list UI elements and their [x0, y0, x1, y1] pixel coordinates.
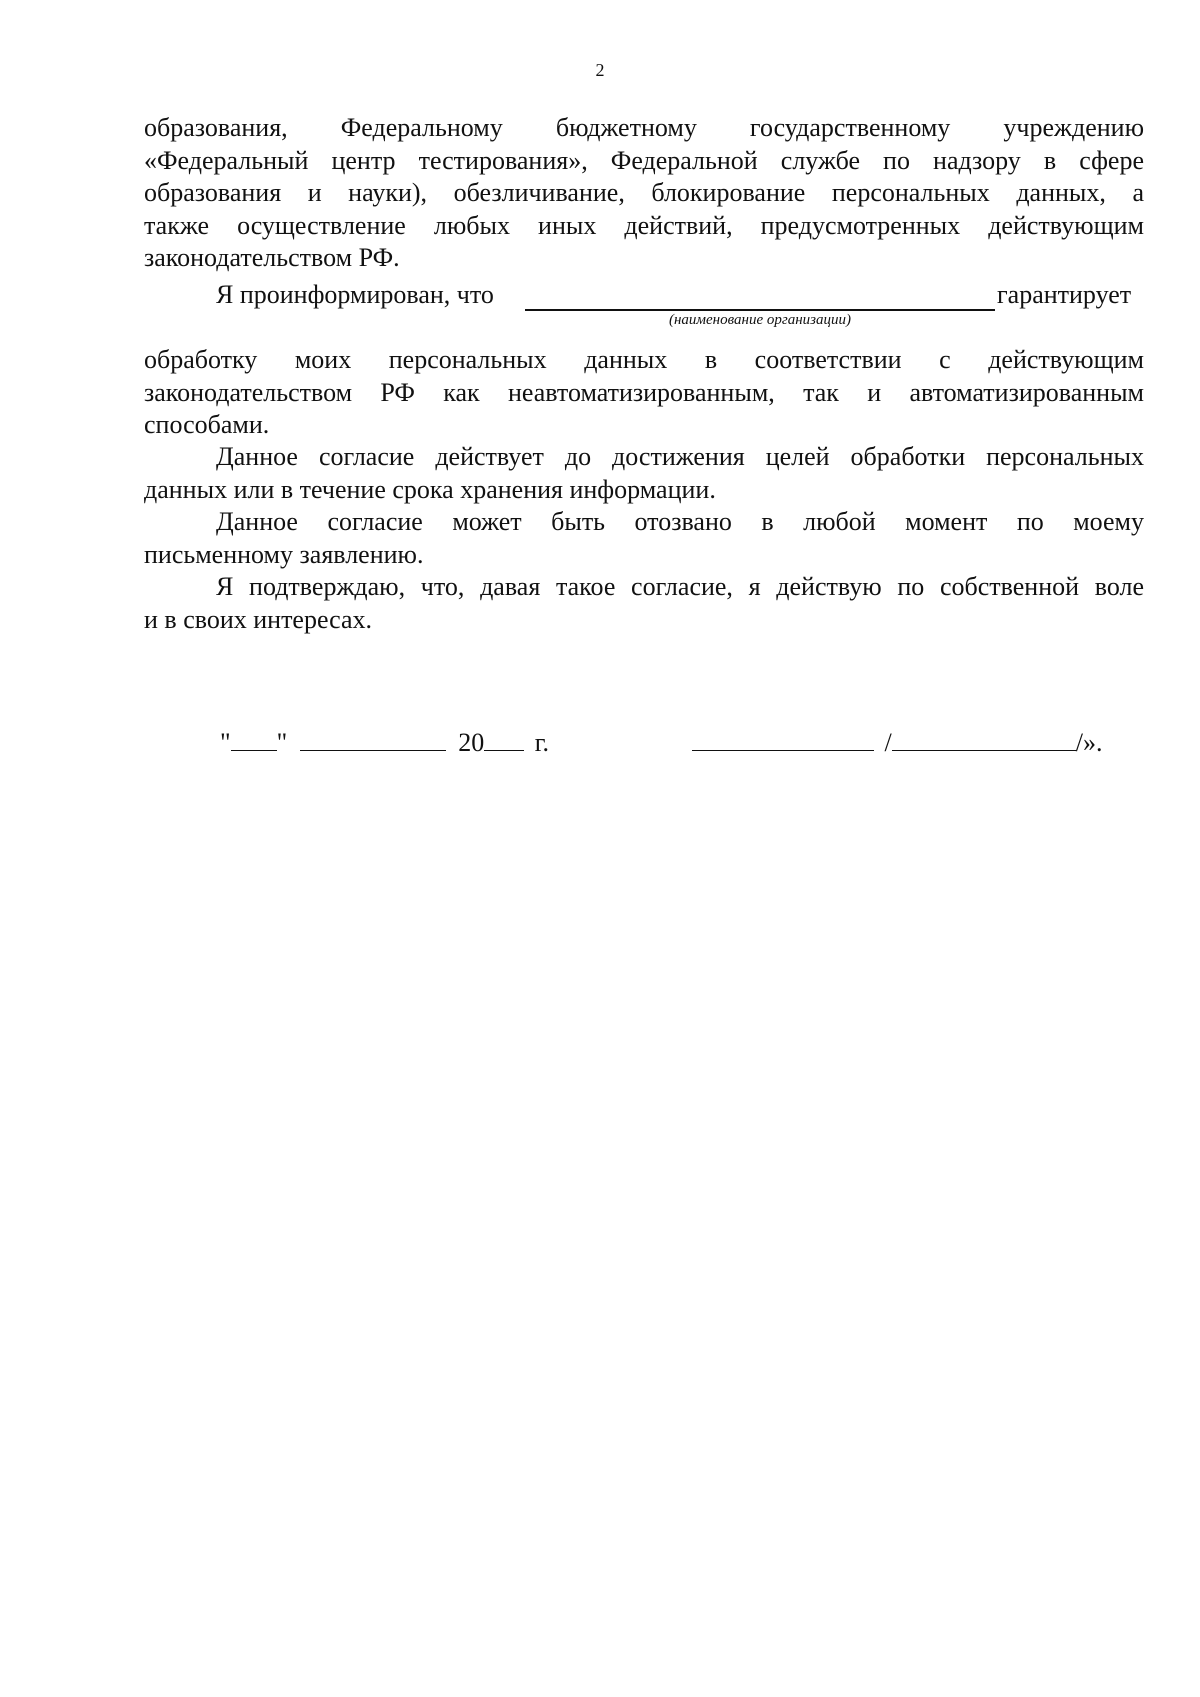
month-field[interactable]	[300, 724, 446, 751]
informed-line	[144, 279, 1144, 311]
paragraph-line: «Федеральный центр тестирования», Федеральной службе по надзору в сфере	[144, 145, 1144, 175]
date-close-quote: "	[276, 728, 288, 757]
organization-caption: (наименование организации)	[668, 312, 851, 328]
paragraph-line: законодательством РФ как неавтоматизированным, так и автоматизированным	[144, 377, 1144, 407]
paragraph-line: также осуществление любых иных действий, предусмотренных действующим	[144, 210, 1144, 240]
signature-name-field[interactable]	[892, 724, 1076, 751]
paragraph-line: данных или в течение срока хранения информации.	[144, 474, 716, 504]
paragraph-validity	[144, 441, 1144, 506]
year-field[interactable]	[484, 724, 524, 751]
paragraph-line: Я подтверждаю, что, давая такое согласие, я действую по собственной воле	[216, 572, 1144, 601]
paragraph-line: образования, Федеральному бюджетному государственному учреждению	[144, 113, 1144, 142]
paragraph-line: обработку моих персональных данных в соответствии с действующим	[144, 345, 1144, 374]
paragraph-line: Данное согласие может быть отозвано в любой момент по моему	[216, 507, 1144, 536]
paragraph-confirmation	[144, 571, 1144, 636]
signature-line	[692, 724, 1102, 760]
signature-ending: /».	[1075, 728, 1103, 757]
paragraph-line: и в своих интересах.	[144, 604, 373, 634]
day-field[interactable]	[231, 724, 277, 751]
paragraph-line: законодательством РФ.	[144, 243, 400, 272]
paragraph-line: образования и науки), обезличивание, блокирование персональных данных, а	[144, 178, 1144, 207]
paragraph-line: письменному заявлению.	[144, 539, 424, 569]
paragraph-continuation	[144, 112, 1144, 275]
paragraph-revocation	[144, 506, 1144, 571]
page-number: 2	[595, 60, 605, 80]
date-line	[220, 724, 549, 760]
year-suffix: г.	[534, 728, 549, 757]
paragraph-line: способами.	[144, 410, 270, 439]
signature-field[interactable]	[692, 724, 874, 751]
informed-suffix: гарантирует	[997, 280, 1132, 309]
paragraph-line: Данное согласие действует до достижения целей обработки персональных	[216, 442, 1144, 471]
signature-slash: /	[884, 728, 892, 757]
date-open-quote: "	[220, 728, 231, 757]
paragraph-processing	[144, 344, 1144, 442]
year-prefix: 20	[458, 728, 485, 757]
informed-prefix: Я проинформирован, что	[216, 280, 494, 309]
